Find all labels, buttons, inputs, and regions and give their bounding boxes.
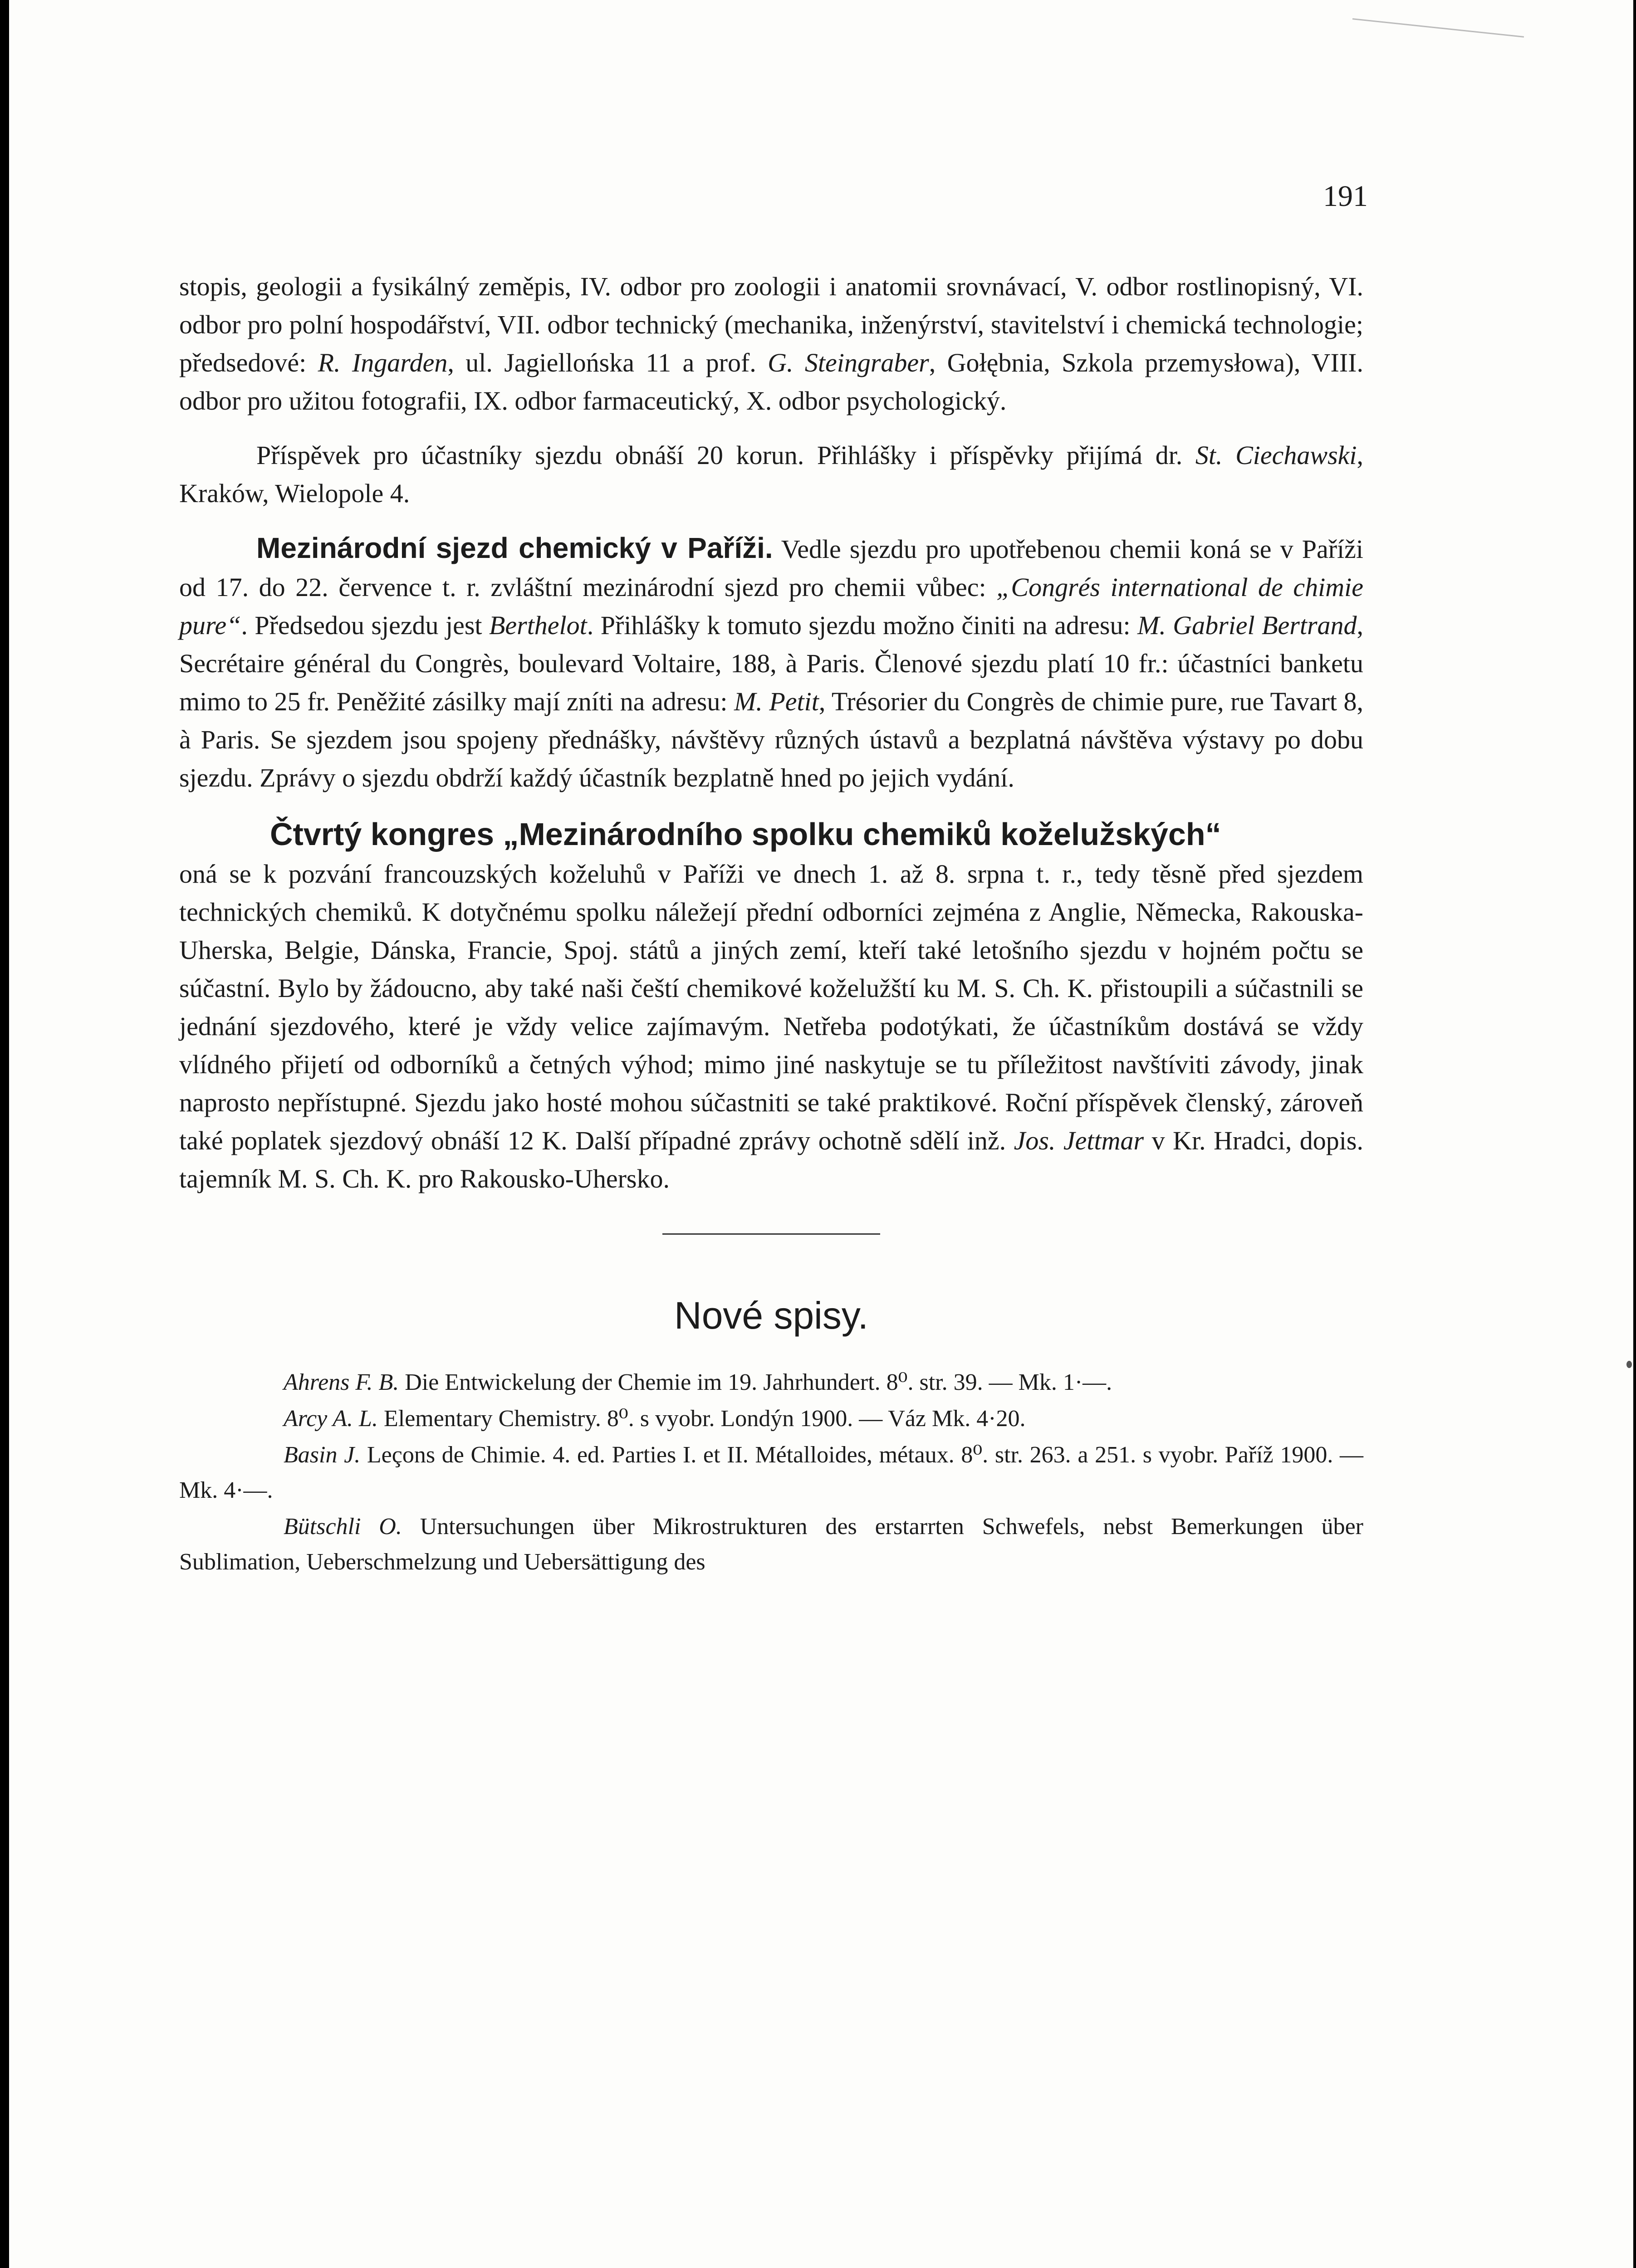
text-run: v Kr. Hradci, dopis. tajemník M. S. Ch. K. pro Rakousko-Uhersko. (179, 1126, 1363, 1193)
text-run: , Trésorier du Congrès de chimie pure, rue Tavart 8, à Paris. Se sjezdem jsou spojeny přednášky, návštěvy různých ústavů a bezplatná návštěva výstavy po dobu sjezdu. Zprávy o sjezdu obdrží každý účastník bezplatně hned po jejich vydání. (179, 687, 1363, 792)
new-books-title: Nové spisy. (674, 1294, 868, 1337)
text-run: , Kraków, Wielopole 4. (179, 440, 1364, 508)
bib-entry (179, 1401, 1363, 1437)
bib-entry (179, 1437, 1363, 1508)
text-run: . Předsedou sjezdu jest (241, 611, 489, 640)
text-run: , Gołębnia, Szkola przemysłowa), VIII. odbor pro užitou fotografii, IX. odbor farmaceutický, X. odbor psychologický. (179, 348, 1363, 415)
name-steingraber: G. Steingraber (768, 348, 929, 377)
bib-text: Die Entwickelung der Chemie im 19. Jahrhundert. 8⁰. str. 39. — Mk. 1·—. (399, 1369, 1112, 1395)
name-ciechawski: St. Ciechawski (1195, 440, 1357, 470)
scan-artifact-line (1352, 18, 1524, 38)
text-run: , Secrétaire général du Congrès, boulevard Voltaire, 188, à Paris. Členové sjezdu platí 10 fr.: účastníci banketu mimo to 25 fr. Peněžité zásilky mají zníti na adresu: (179, 611, 1364, 716)
name-petit: M. Petit (734, 687, 819, 716)
section-divider (662, 1233, 880, 1235)
name-ingarden: R. Ingarden (318, 348, 448, 377)
section-heading-paris: Mezinárodní sjezd chemický v Paříži. (256, 532, 773, 564)
scan-artifact-mark (1626, 1361, 1632, 1368)
page-number: 191 (1323, 180, 1368, 213)
name-berthelot: Berthelot (489, 611, 587, 640)
bib-text: Untersuchungen über Mikrostrukturen des erstarrten Schwefels, nebst Bemerkungen über Sublimation, Ueberschmelzung und Uebersättigung des (179, 1514, 1363, 1575)
bib-text: Elementary Chemistry. 8⁰. s vyobr. Londýn 1900. — Váz Mk. 4·20. (377, 1406, 1026, 1432)
name-bertrand: M. Gabriel Bertrand (1137, 611, 1357, 640)
bib-author: Basin J. (284, 1442, 361, 1468)
congress-name: „Congrés international de chimie pure“ (179, 572, 1363, 640)
text-run: . Přihlášky k tomuto sjezdu možno činiti na adresu: (587, 611, 1137, 640)
book-page (9, 0, 1633, 2268)
bib-text: Leçons de Chimie. 4. ed. Parties I. et II. Métalloides, métaux. 8⁰. str. 263. a 251. s vyobr. Paříž 1900. — Mk. 4·—. (179, 1442, 1364, 1503)
text-run: oná se k pozvání francouzských koželuhů v Paříži ve dnech 1. až 8. srpna t. r., tedy těsně před sjezdem technických chemiků. K dotyčnému spolku náležejí přední odborníci zejména z Anglie, Německa, Rakouska-Uherska, Belgie, Dánska, Francie, Spoj. států a jiných zemí, kteří také letošního sjezdu v hojném počtu se súčastní. Bylo by žádoucno, aby také naši čeští chemikové koželužští ku M. S. Ch. K. přistoupili a súčastnili se jednání sjezdového, které je vždy velice zajímavým. Netřeba podotýkati, že účastníkům dostává se vždy vlídného přijetí od odborníků a četných výhod; mimo jiné naskytuje se tu příležitost navštíviti závody, jinak naprosto nepřístupné. Sjezdu jako hosté mohou súčastniti se také praktikové. Roční příspěvek členský, zároveň také poplatek sjezdový obnáší 12 K. Další případné zprávy ochotně sdělí inž. (179, 859, 1363, 1155)
paragraph-congress-sections (179, 268, 1363, 420)
bib-entry (179, 1365, 1363, 1400)
bib-author: Bütschli O. (284, 1514, 402, 1540)
name-jettmar: Jos. Jettmar (1014, 1126, 1144, 1155)
bib-entry (179, 1509, 1363, 1580)
text-run: , ul. Jagiellońska 11 a prof. (447, 348, 768, 377)
bib-author: Ahrens F. B. (284, 1369, 399, 1395)
page-content (179, 268, 1363, 1581)
paragraph-tanners-congress (179, 855, 1363, 1198)
bib-author: Arcy A. L. (284, 1406, 378, 1432)
paragraph-fee (179, 436, 1363, 513)
section-heading-tanners: Čtvrtý kongres „Mezinárodního spolku chemiků koželužských“ (270, 816, 1221, 852)
paragraph-paris-congress (179, 529, 1363, 797)
text-run: Vedle sjezdu pro upotřebenou chemii koná se v Paříži od 17. do 22. července t. r. zvláštní mezinárodní sjezd pro chemii vůbec: (179, 534, 1363, 602)
text-run: stopis, geologii a fysikálný zeměpis, IV. odbor pro zoologii i anatomii srovnávací, V. odbor rostlinopisný, VI. odbor pro polní hospodářství, VII. odbor technický (mechanika, inženýrství, stavitelství i chemická technologie; předsedové: (179, 272, 1363, 377)
text-run: Příspěvek pro účastníky sjezdu obnáší 20 korun. Přihlášky i příspěvky přijímá dr. (256, 440, 1195, 470)
